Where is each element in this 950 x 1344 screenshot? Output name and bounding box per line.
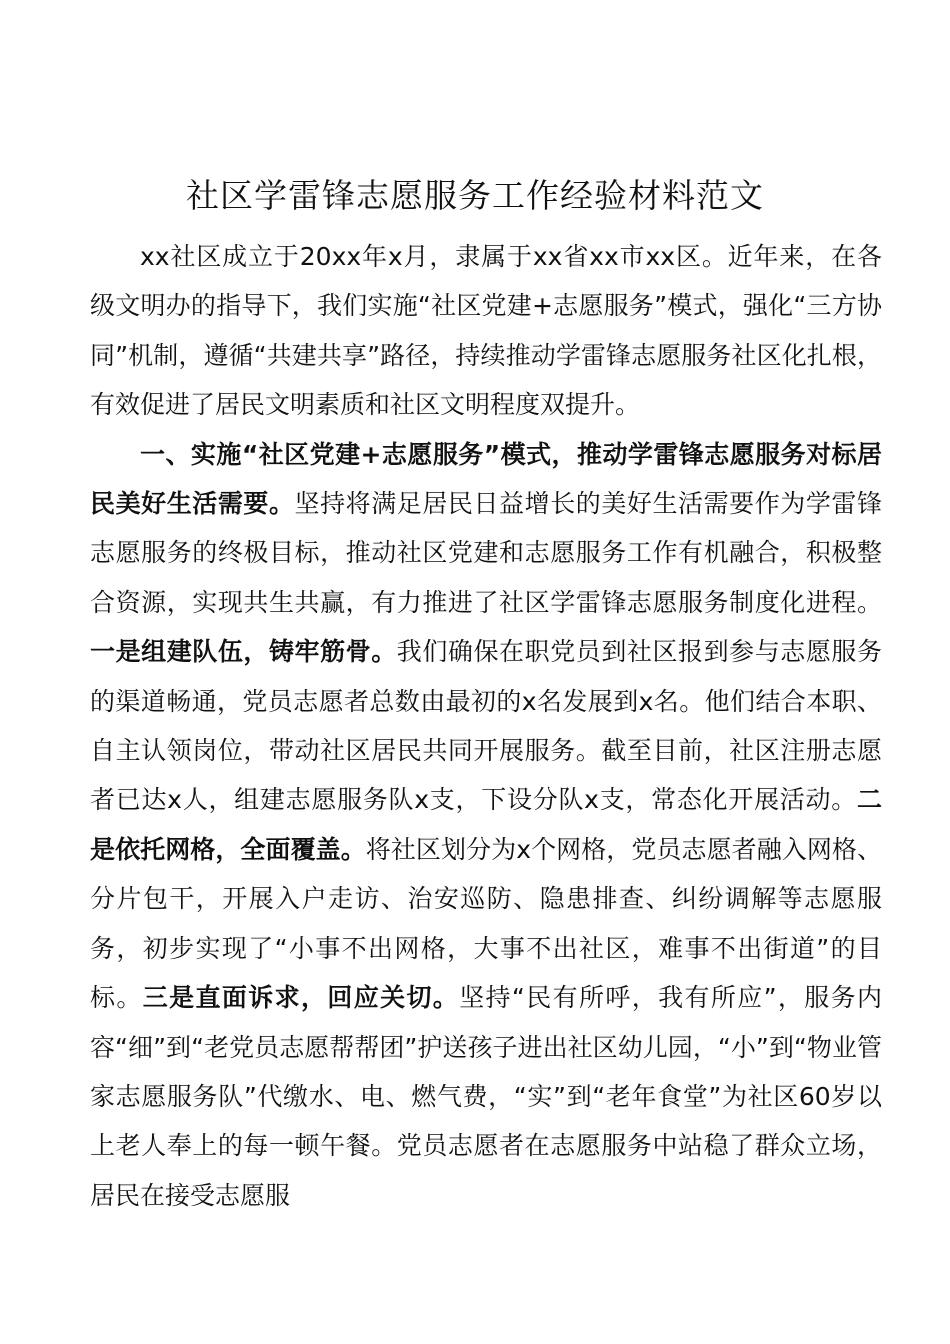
point-2-text: 将社区划分为x个网格，党员志愿者融入网格、分片包干，开展入户走访、治安巡防、隐患排查、纠纷调解等志愿服务，初步实现了“小事不出网格，大事不出社区，难事不出街道”的目标。 <box>90 834 882 1013</box>
point-1-text: 我们确保在职党员到社区报到参与志愿服务的渠道畅通，党员志愿者总数由最初的x名发展到x名。他们结合本职、自主认领岗位，带动社区居民共同开展服务。截至目前，社区注册志愿者已达x人，组建志愿服务队x支，下设分队x支，常态化开展活动。 <box>90 637 882 815</box>
section-1-heading: 一、实施“社区党建+志愿服务”模式，推动学雷锋志愿服务对标居民美好生活需要。 <box>90 439 882 519</box>
document-title: 社区学雷锋志愿服务工作经验材料范文 <box>186 176 764 215</box>
document-body <box>90 232 882 1220</box>
point-2-title: 二是依托网格，全面覆盖。 <box>90 785 882 864</box>
point-1-title: 一是组建队伍，铸牢筋骨。 <box>90 637 397 667</box>
section-1-text: 坚持将满足居民日益增长的美好生活需要作为学雷锋志愿服务的终极目标，推动社区党建和志愿服务工作有机融合，积极整合资源，实现共生共赢，有力推进了社区学雷锋志愿服务制度化进程。 <box>90 489 882 617</box>
point-3-text: 坚持“民有所呼，我有所应”，服务内容“细”到“老党员志愿帮帮团”护送孩子进出社区幼儿园，“小”到“物业管家志愿服务队”代缴水、电、燃气费，“实”到“老年食堂”为社区60岁以上老人奉上的每一顿午餐。党员志愿者在志愿服务中站稳了群众立场，居民在接受志愿服 <box>90 983 882 1210</box>
point-3-title: 三是直面诉求，回应关切。 <box>142 983 460 1013</box>
section-1-paragraph <box>90 430 882 1221</box>
intro-paragraph: xx社区成立于20xx年x月，隶属于xx省xx市xx区。近年来，在各级文明办的指导下，我们实施“社区党建+志愿服务”模式，强化“三方协同”机制，遵循“共建共享”路径，持续推动学雷锋志愿服务社区化扎根，有效促进了居民文明素质和社区文明程度双提升。 <box>90 242 882 420</box>
